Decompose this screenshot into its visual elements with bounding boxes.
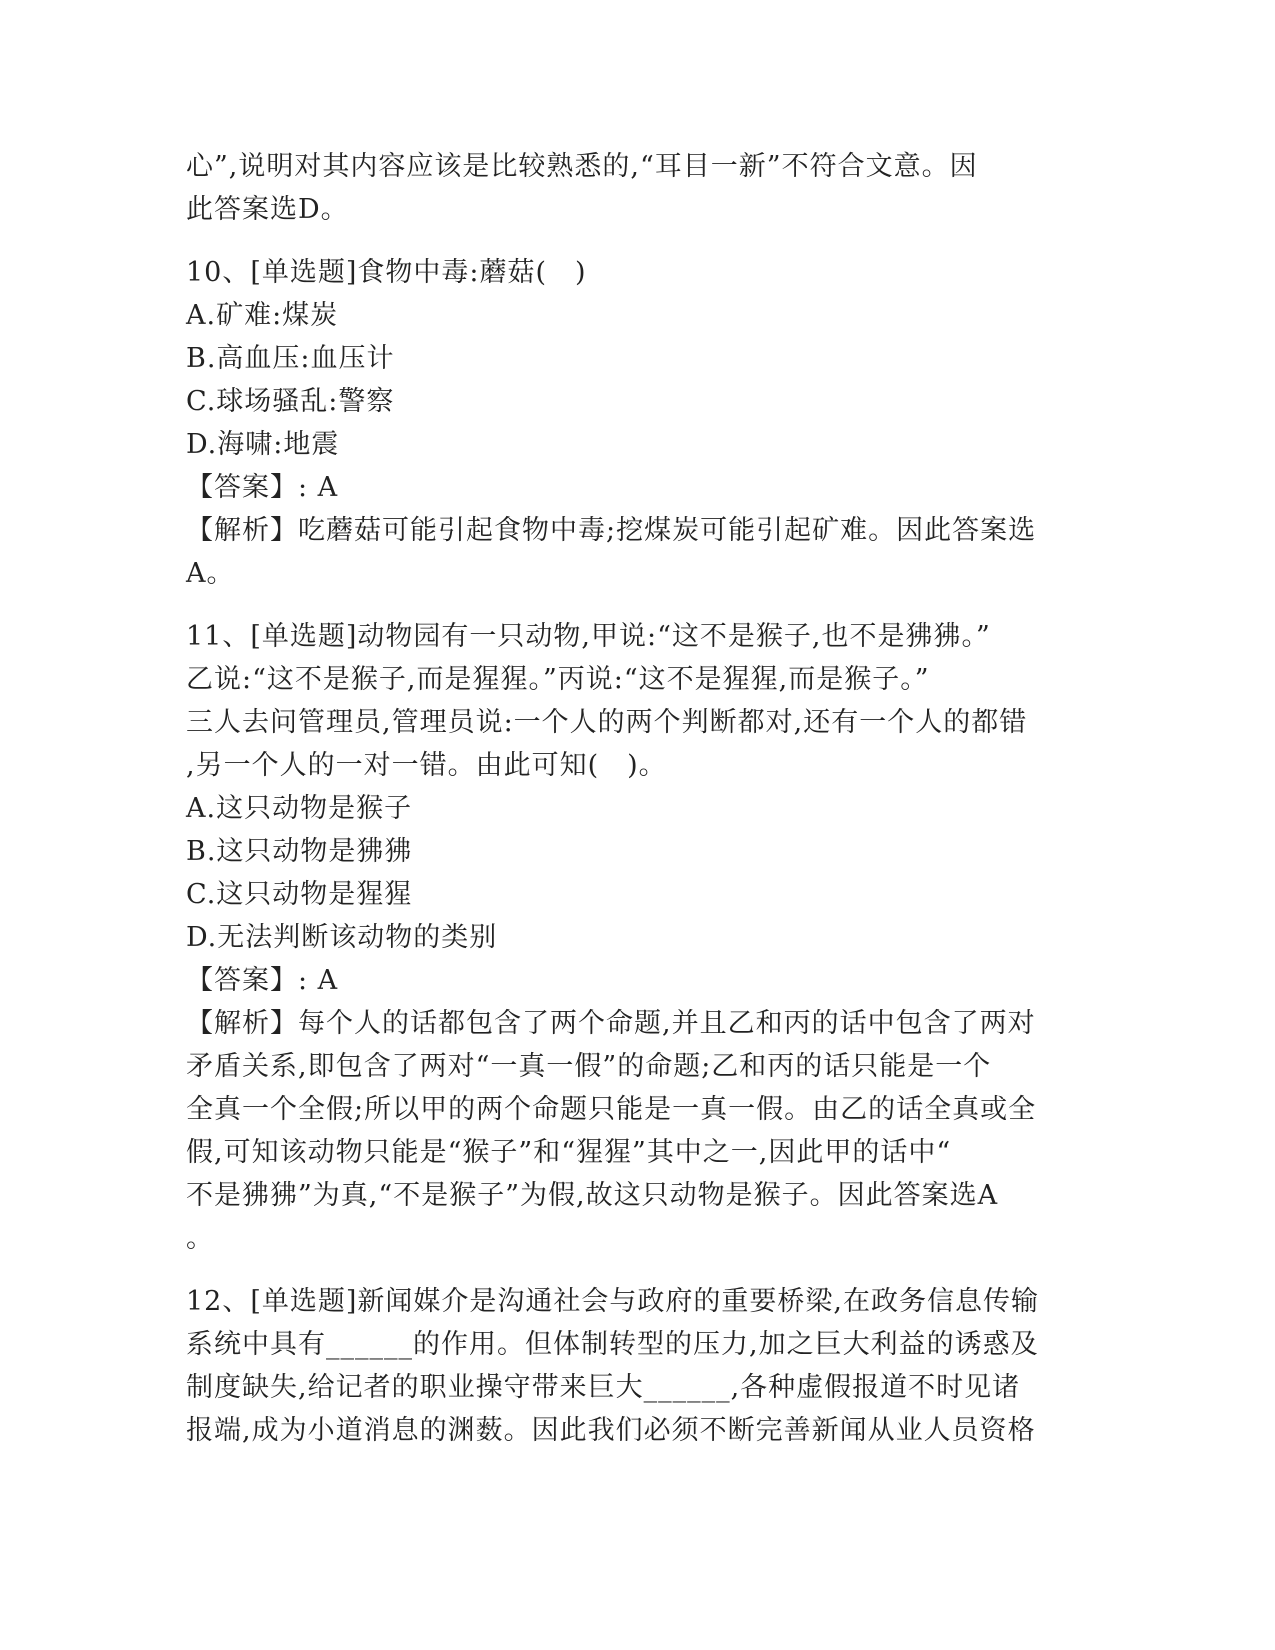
analysis-line: 【解析】吃蘑菇可能引起食物中毒;挖煤炭可能引起矿难。因此答案选 [186,515,1037,546]
question-stem: 10、[单选题]食物中毒:蘑菇( ) [186,257,587,288]
question-stem-line: 制度缺失,给记者的职业操守带来巨大______,各种虚假报道不时见诸 [186,1372,1021,1403]
analysis-line: 矛盾关系,即包含了两对“一真一假”的命题;乙和丙的话只能是一个 [186,1051,992,1082]
question-10 [186,251,1066,595]
option-d: D.无法判断该动物的类别 [186,922,498,953]
question-11 [186,615,1066,1260]
question-stem-line: 乙说:“这不是猴子,而是猩猩。”丙说:“这不是猩猩,而是猴子。” [186,664,930,695]
analysis-line: 假,可知该动物只能是“猴子”和“猩猩”其中之一,因此甲的话中“ [186,1137,952,1168]
analysis-line: 。 [186,1223,214,1254]
question-stem-line: ,另一个人的一对一错。由此可知( )。 [186,750,667,781]
option-d: D.海啸:地震 [186,429,340,460]
question-stem-line: 报端,成为小道消息的渊薮。因此我们必须不断完善新闻从业人员资格 [186,1415,1036,1446]
answer-line: 【答案】: A [186,965,339,996]
option-c: C.这只动物是猩猩 [186,879,413,910]
question-12 [186,1280,1066,1452]
question-stem-line: 11、[单选题]动物园有一只动物,甲说:“这不是猴子,也不是狒狒。” [186,621,991,652]
answer-line: 【答案】: A [186,472,339,503]
document-body [186,145,1066,1452]
intro-paragraph [186,145,1066,231]
question-stem-line: 系统中具有______的作用。但体制转型的压力,加之巨大利益的诱惑及 [186,1329,1039,1360]
option-b: B.高血压:血压计 [186,343,395,374]
analysis-line: A。 [186,558,235,589]
option-a: A.矿难:煤炭 [186,300,339,331]
question-stem-line: 三人去问管理员,管理员说:一个人的两个判断都对,还有一个人的都错 [186,707,1028,738]
option-b: B.这只动物是狒狒 [186,836,413,867]
analysis-line: 全真一个全假;所以甲的两个命题只能是一真一假。由乙的话全真或全 [186,1094,1037,1125]
analysis-line: 不是狒狒”为真,“不是猴子”为假,故这只动物是猴子。因此答案选A [186,1180,999,1211]
question-stem-line: 12、[单选题]新闻媒介是沟通社会与政府的重要桥梁,在政务信息传输 [186,1286,1040,1317]
intro-line: 此答案选D。 [186,194,349,225]
analysis-line: 【解析】每个人的话都包含了两个命题,并且乙和丙的话中包含了两对 [186,1008,1036,1039]
option-a: A.这只动物是猴子 [186,793,413,824]
option-c: C.球场骚乱:警察 [186,386,395,417]
intro-line: 心”,说明对其内容应该是比较熟悉的,“耳目一新”不符合文意。因 [186,151,978,182]
